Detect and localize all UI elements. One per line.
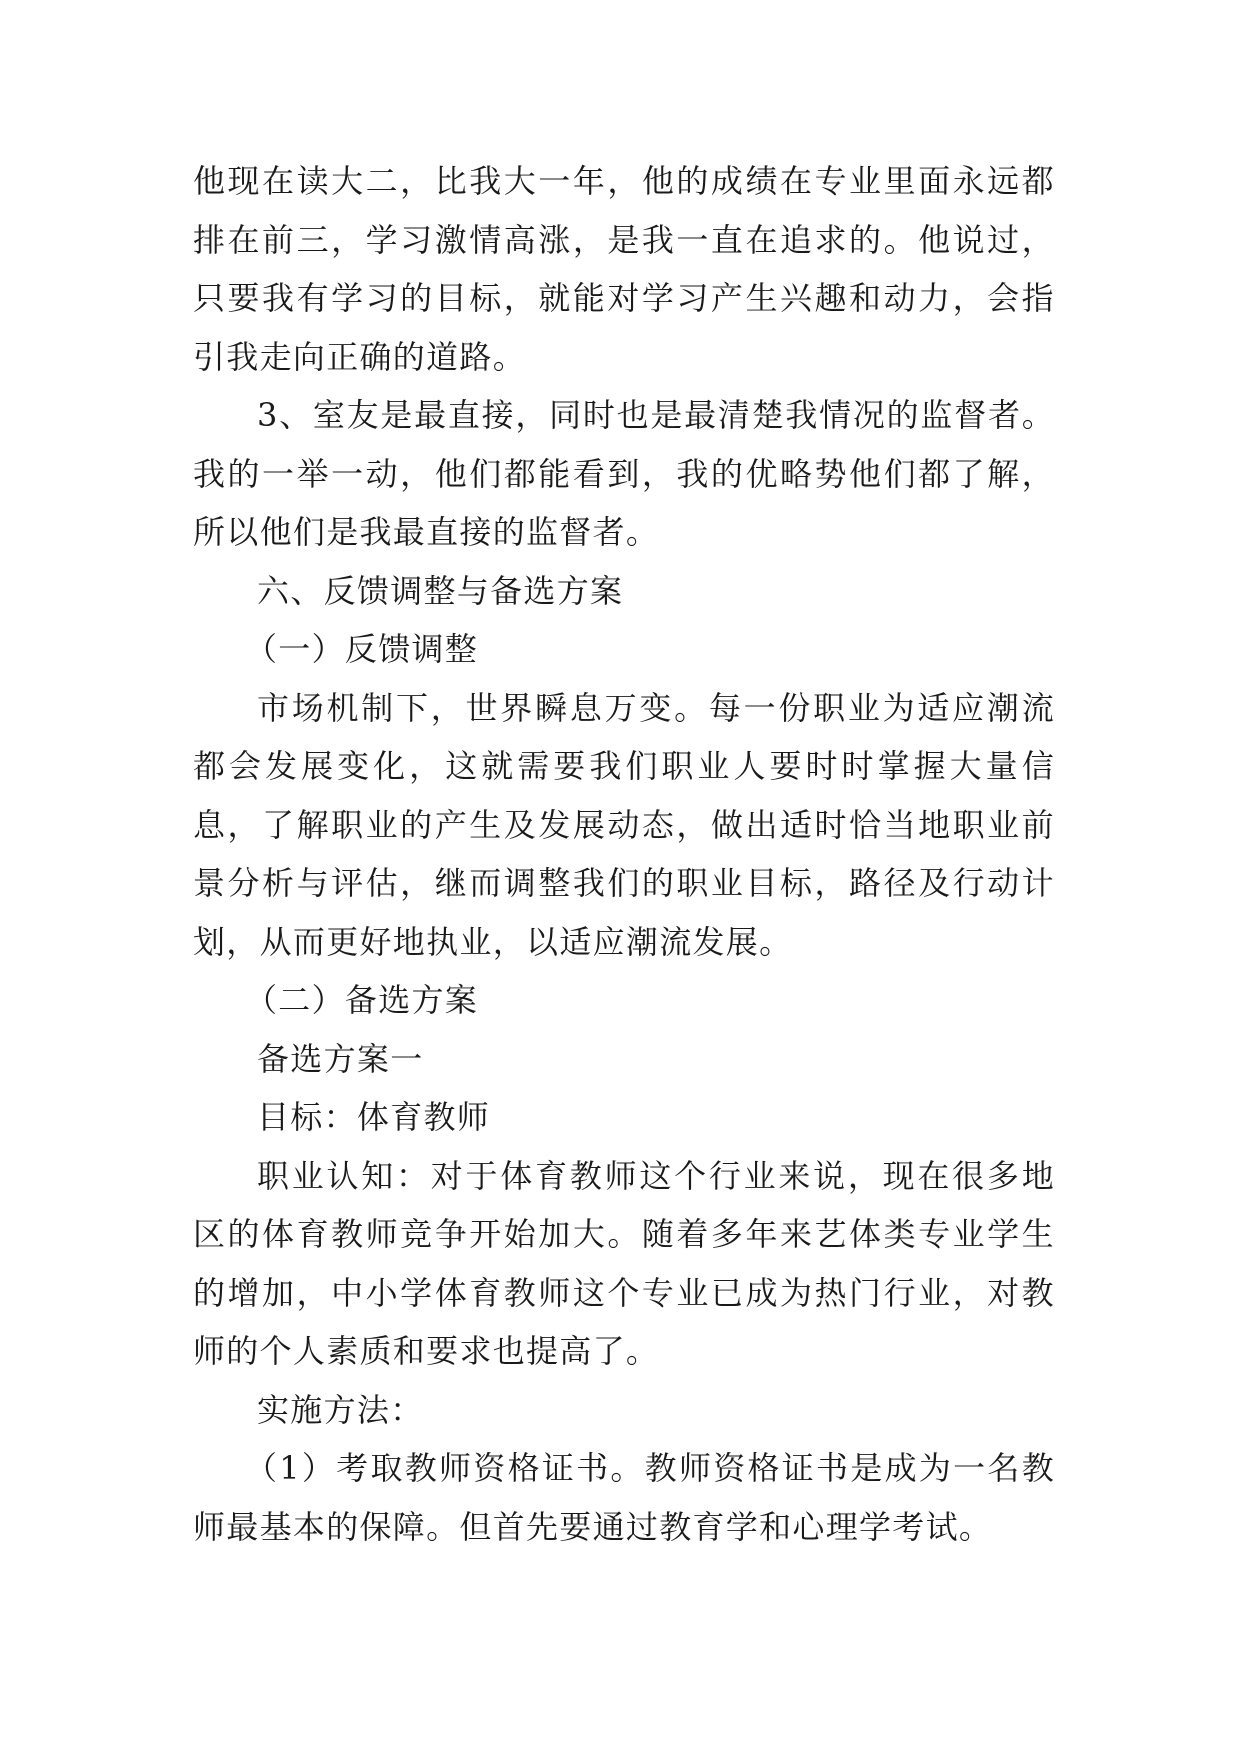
alternative-plan-title: 备选方案一 <box>257 1039 424 1078</box>
paragraph-career-cognition: 职业认知：对于体育教师这个行业来说，现在很多地区的体育教师竞争开始加大。随着多年来艺体类专业学生的增加，中小学体育教师这个专业已成为热门行业，对教师的个人素质和要求也提高了。 <box>193 1156 1055 1370</box>
section-heading-feedback-alternatives: 六、反馈调整与备选方案 <box>257 571 624 610</box>
paragraph-mentor-description: 他现在读大二，比我大一年，他的成绩在专业里面永远都排在前三，学习激情高涨，是我一直在追求的。他说过，只要我有学习的目标，就能对学习产生兴趣和动力，会指引我走向正确的道路。 <box>193 162 1055 376</box>
subheading-feedback-adjustment: （一）反馈调整 <box>245 630 479 668</box>
paragraph-roommate-supervisor: 3、室友是最直接，同时也是最清楚我情况的监督者。我的一举一动，他们都能看到，我的优略势他们都了解，所以他们是我最直接的监督者。 <box>193 396 1055 551</box>
document-body <box>193 152 1055 1556</box>
paragraph-teacher-certificate: （1）考取教师资格证书。教师资格证书是成为一名教师最基本的保障。但首先要通过教育学和心理学考试。 <box>193 1449 1055 1546</box>
paragraph-market-change: 市场机制下，世界瞬息万变。每一份职业为适应潮流都会发展变化，这就需要我们职业人要时时掌握大量信息，了解职业的产生及发展动态，做出适时恰当地职业前景分析与评估，继而调整我们的职业目标，路径及行动计划，从而更好地执业，以适应潮流发展。 <box>193 688 1055 961</box>
implementation-methods-label: 实施方法： <box>257 1390 424 1429</box>
goal-line: 目标：体育教师 <box>257 1098 491 1136</box>
subheading-alternative-plans: （二）备选方案 <box>245 981 479 1019</box>
